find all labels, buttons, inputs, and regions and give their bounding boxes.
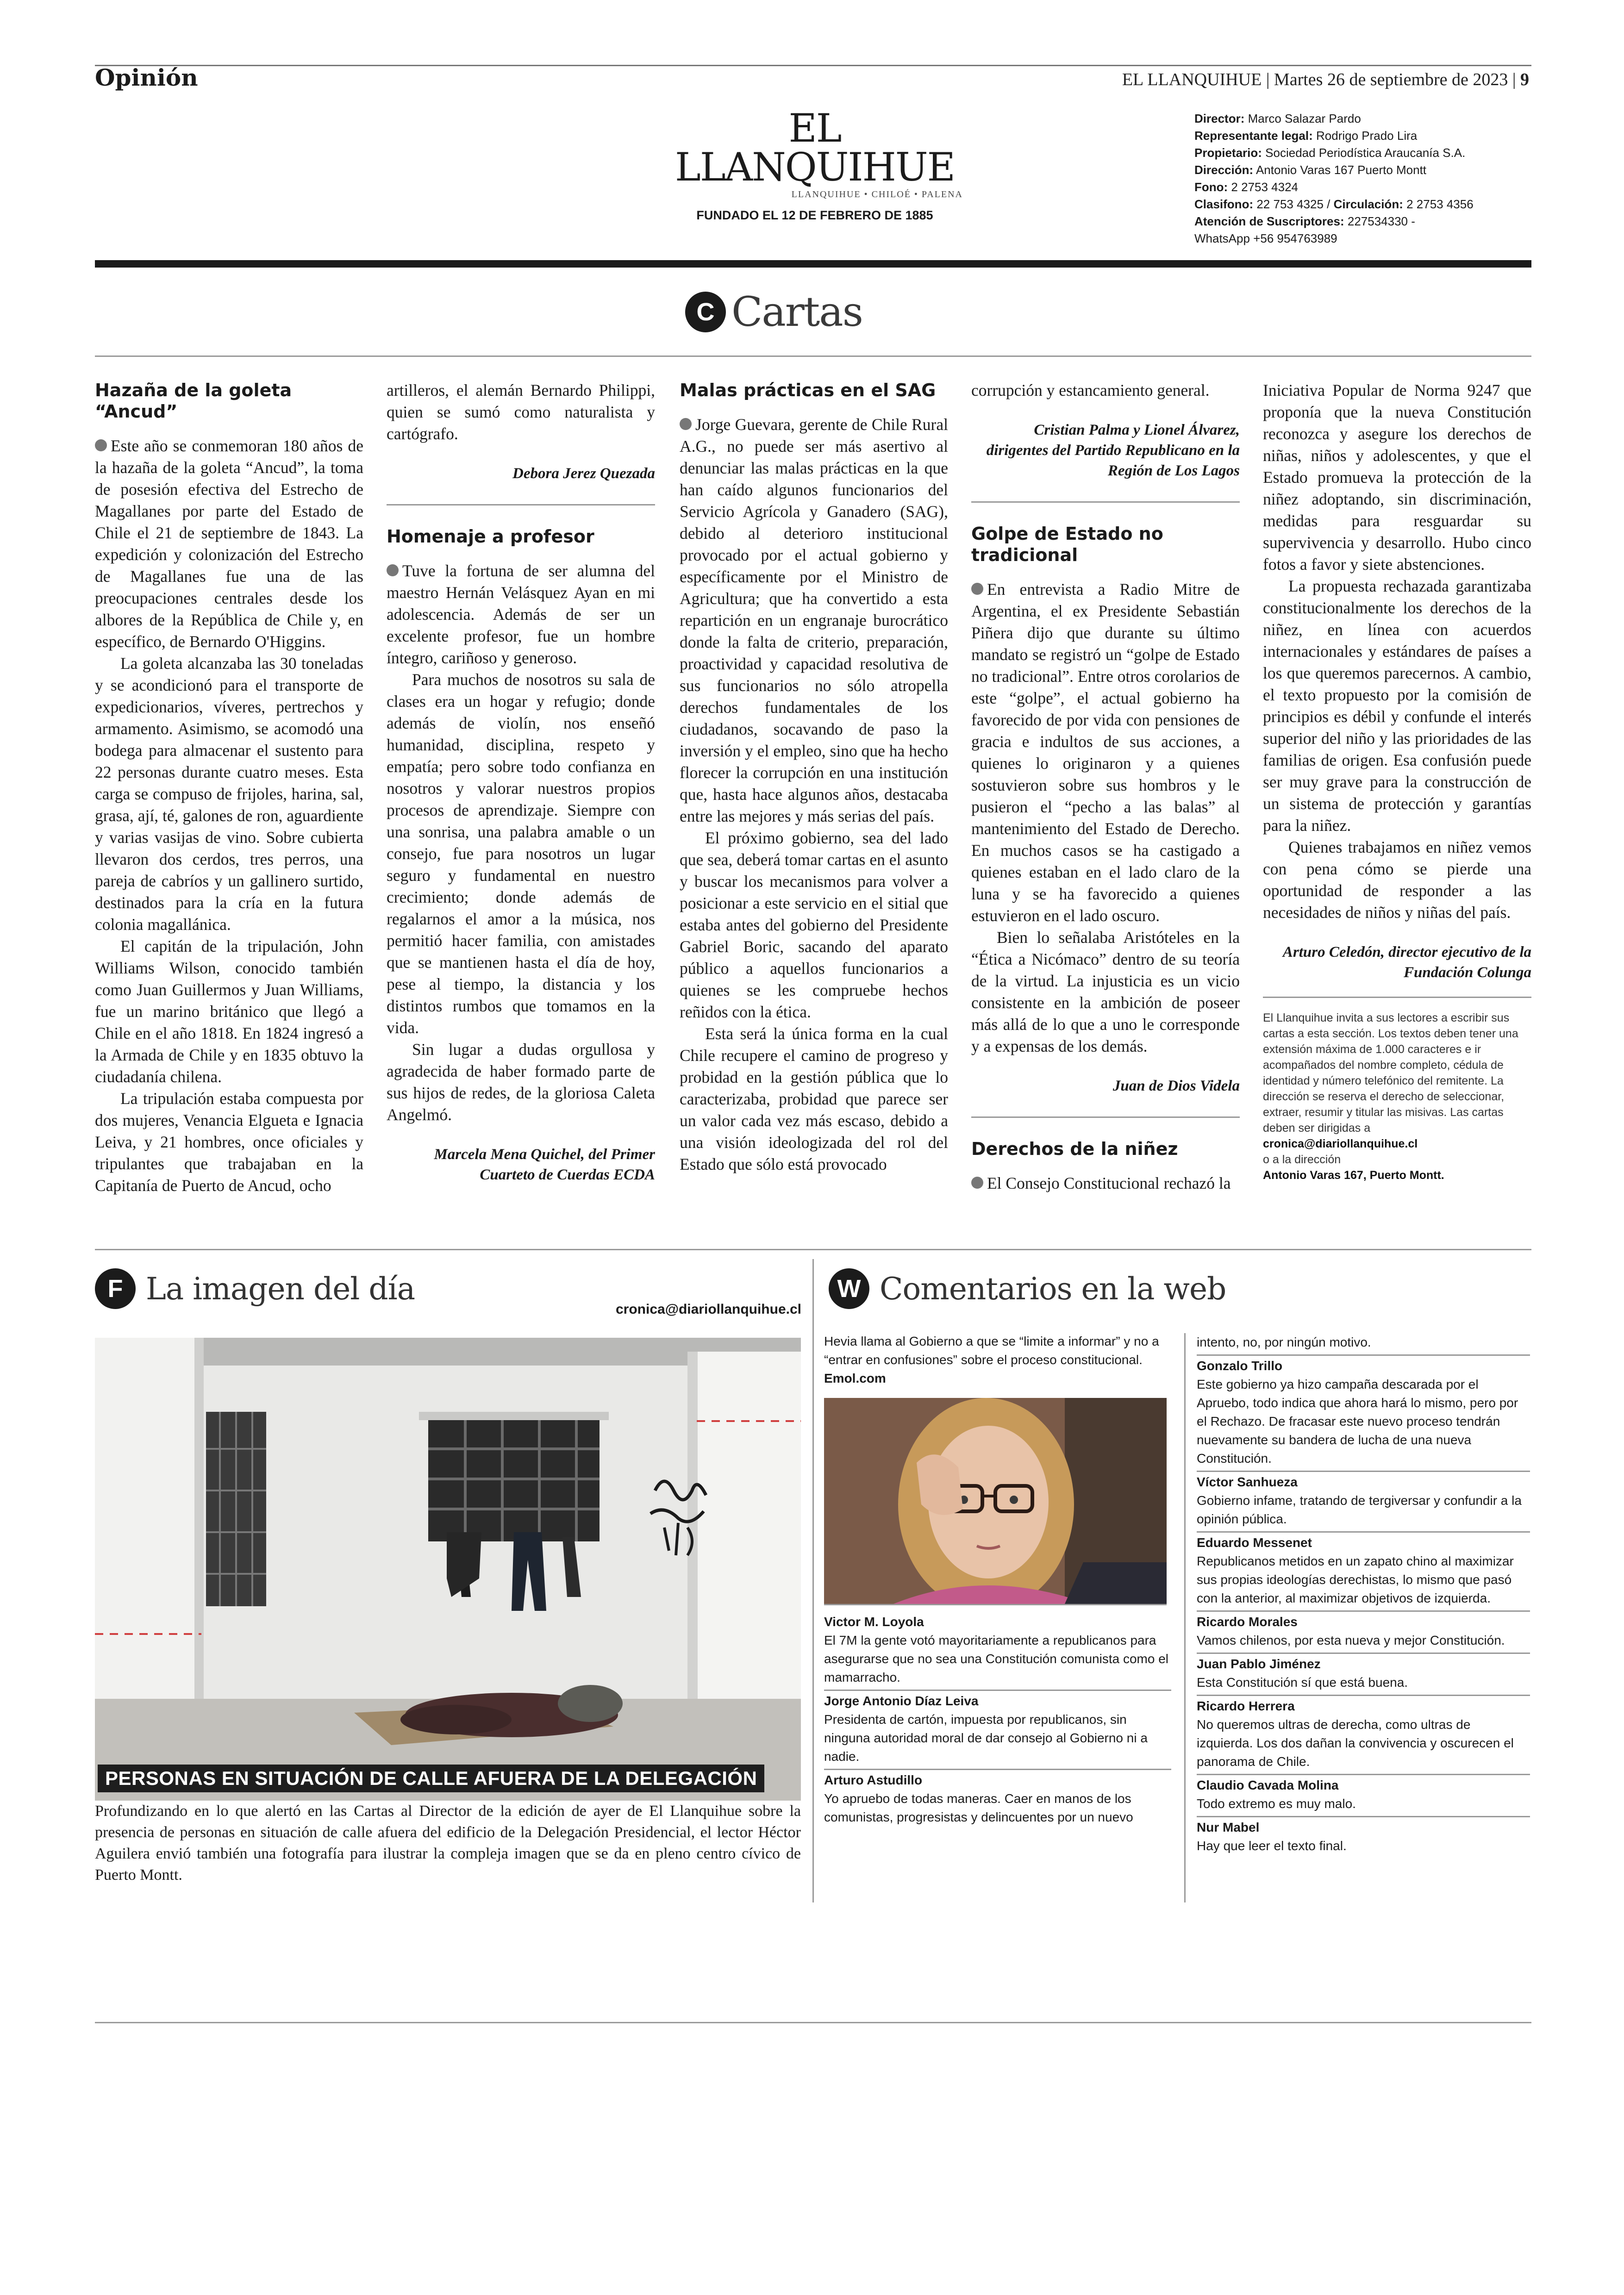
section-letter-badge: W: [829, 1268, 869, 1309]
commenter-name: Nur Mabel: [1197, 1820, 1260, 1834]
letter-signature: Arturo Celedón, director ejecutivo de la Fundación Colunga: [1282, 944, 1531, 981]
letter-separator: [1263, 997, 1531, 998]
letter-signature: Juan de Dios Videla: [1112, 1078, 1240, 1094]
logo-name: EL LLANQUIHUE: [675, 106, 955, 190]
letter-title: Homenaje a profesor: [387, 526, 594, 547]
comment-text: Hay que leer el texto final.: [1197, 1839, 1347, 1853]
letter-paragraph: La tripulación estaba compuesta por dos mujeres, Venancia Elgueta e Ignacia Leiva, y 21 hombres, once oficiales y tripulantes que trabajaban en la Capitanía de Puerto de Ancud, ocho: [95, 1089, 363, 1195]
web-comment: [1197, 1817, 1530, 1858]
letter-column-3: [680, 380, 948, 1231]
section-title: Opinión: [95, 64, 198, 91]
letter-paragraph: El próximo gobierno, sea del lado que sea, deberá tomar cartas en el asunto y buscar los mecanismos para volver a posicionar a este servicio en el sitial que estaba antes del gobierno del Presidente Gabriel Boric, sacando del aparato público a aquellos funcionarios a quienes se les compruebe hechos reñidos con la ética.: [680, 829, 948, 1021]
letter-paragraph: corrupción y estancamiento general.: [971, 381, 1210, 399]
comment-text: Presidenta de cartón, impuesta por republicanos, sin ninguna autoridad moral de dar consejo al Gobierno ni a nadie.: [824, 1712, 1148, 1764]
letter-paragraph: La goleta alcanzaba las 30 toneladas y se acondicionó para el transporte de expedicionarios, víveres, pertrechos y armamento. Asimismo, se acomodó una bodega para almacenar el sustento para 22 personas durante cuatro meses. Esta carga se compuso de frijoles, harina, sal, grasa, ají, té, galones de ron, aguardiente y varias vasijas de vino. Sobre cubierta llevaron dos cerdos, tres perros, una pareja de cabríos y un gallinero surtido, destinados para la cría en la futura colonia magallánica.: [95, 654, 363, 934]
letter-paragraph: Quienes trabajamos en niñez vemos con pena cómo se pierde una oportunidad de responder a las necesidades de niños y niñas del país.: [1263, 838, 1531, 922]
page-number: 9: [1520, 70, 1529, 89]
comment-text: Yo apruebo de todas maneras. Caer en manos de los comunistas, progresistas y delincuentes por un nuevo: [824, 1791, 1133, 1824]
letter-column-2: [387, 380, 655, 1231]
comment-text: El 7M la gente votó mayoritariamente a republicanos para asegurarse que no sea una Constitución comunista como el mamarracho.: [824, 1633, 1168, 1684]
web-comments-right: [1197, 1332, 1530, 1858]
bottom-section-divider: [95, 1249, 1531, 1250]
newspaper-logo: [667, 106, 963, 223]
cartas-divider: [95, 355, 1531, 357]
commenter-name: Juan Pablo Jiménez: [1197, 1657, 1321, 1671]
day-photo: [95, 1338, 801, 1801]
letter-paragraph: Este año se conmemoran 180 años de la hazaña de la goleta “Ancud”, la toma de posesión efectiva del Estrecho de Magallanes por parte del Estado de Chile el 21 de septiembre de 1843. La expedición y colonización del Estrecho de Magallanes fue una de las preocupaciones centrales desde los albores de la República de Chile y, en específico, de Bernardo O'Higgins.: [95, 437, 363, 651]
letter-title: Golpe de Estado no tradicional: [971, 524, 1163, 565]
portrait-photo: [824, 1398, 1167, 1604]
staff-line: Representante legal: Rodrigo Prado Lira: [1194, 129, 1418, 143]
comment-text: intento, no, por ningún motivo.: [1197, 1335, 1371, 1349]
commenter-name: Arturo Astudillo: [824, 1773, 923, 1787]
web-title: Comentarios en la web: [880, 1271, 1226, 1307]
submission-address: Antonio Varas 167, Puerto Montt.: [1263, 1169, 1444, 1182]
letter-paragraph: La propuesta rechazada garantizaba constitucionalmente los derechos de la niñez, en línea con acuerdos internacionales y estándares de países a los que queremos parecernos. A cambio, el texto propuesto por la comisión de principios es débil y confunde el interés superior del niño y las prioridades de las familias de origen. Esa confusión puede ser muy grave para la construcción de un sistema de protección y garantías para la niñez.: [1263, 577, 1531, 835]
web-comment: [1197, 1332, 1530, 1356]
letter-title: Malas prácticas en el SAG: [680, 380, 936, 400]
letter-paragraph: Tuve la fortuna de ser alumna del maestro Hernán Velásquez Ayan en mi adolescencia. Además de ser un excelente profesor, fue un hombre íntegro, cariñoso y generoso.: [387, 561, 655, 667]
web-comment: [1197, 1612, 1530, 1654]
column-divider: [1184, 1333, 1186, 1902]
staff-line: Atención de Suscriptores: 227534330 -: [1194, 214, 1415, 228]
letter-paragraph: Sin lugar a dudas orgullosa y agradecida de haber formado parte de sus hijos de redes, de la gloriosa Caleta Angelmó.: [387, 1040, 655, 1124]
web-comments-left: [824, 1332, 1171, 1829]
staff-line: Clasifono: 22 753 4325 / Circulación: 2 2753 4356: [1194, 197, 1474, 211]
imagen-heading: [95, 1268, 415, 1309]
letter-paragraph: En entrevista a Radio Mitre de Argentina, el ex Presidente Sebastián Piñera dijo que durante su último mandato se registró un “golpe de Estado no tradicional”. Entre otros corolarios de este “golpe”, el actual gobierno ha favorecido de por vida con pensiones de gracia e indultos de sus acciones, a quienes lo originaron y a quienes sostuvieron sobre sus hombros y le pusieron el “pecho a las balas” al mantenimiento del Estado de Derecho. En muchos casos se ha castigado a quienes estaban en el lado claro de la luna y se ha favorecido a quienes estuvieron en el lado oscuro.: [971, 580, 1240, 925]
column-divider: [812, 1259, 814, 1902]
letter-column-5: [1263, 380, 1531, 1231]
commenter-name: Eduardo Messenet: [1197, 1535, 1312, 1550]
imagen-email[interactable]: cronica@diariollanquihue.cl: [616, 1302, 802, 1317]
photo-headline: PERSONAS EN SITUACIÓN DE CALLE AFUERA DE LA DELEGACIÓN: [98, 1765, 764, 1792]
letter-paragraph: Jorge Guevara, gerente de Chile Rural A.G., no puede ser más asertivo al denunciar las malas prácticas en la que han caído algunos funcionarios del Servicio Agrícola y Ganadero (SAG), debido al deterioro institucional provocado por el actual gobierno y específicamente por el Ministro de Agricultura; que ha convertido a esta repartición en un engranaje burocrático donde la falta de criterio, preparación, proactividad y capacidad resolutiva de sus funcionarios no sólo atropella derechos fundamentales de los ciudadanos, socavando de paso la inversión y el empleo, sino que ha hecho florecer la corrupción en una institución que, hasta hace algunos años, destacaba entre las mejores y más serias del país.: [680, 415, 948, 825]
letter-signature: Marcela Mena Quichel, del Primer Cuarteto de Cuerdas ECDA: [434, 1146, 655, 1183]
staff-line: Dirección: Antonio Varas 167 Puerto Montt: [1194, 163, 1427, 177]
photo-caption: Profundizando en lo que alertó en las Cartas al Director de la edición de ayer de El Llanquihue sobre la presencia de personas en situación de calle afuera del edificio de la Delegación Presidencial, el lector Héctor Aguilera envió también una fotografía para ilustrar la compleja imagen que se da en pleno centro cívico de Puerto Montt.: [95, 1802, 801, 1883]
letter-title: Hazaña de la goleta “Ancud”: [95, 380, 292, 422]
web-comment: [824, 1612, 1171, 1691]
comment-text: Gobierno infame, tratando de tergiversar y confundir a la opinión pública.: [1197, 1493, 1522, 1526]
founded-line: FUNDADO EL 12 DE FEBRERO DE 1885: [696, 208, 933, 222]
issue-date: Martes 26 de septiembre de 2023: [1274, 70, 1508, 89]
commenter-name: Víctor Sanhueza: [1197, 1475, 1298, 1489]
commenter-name: Victor M. Loyola: [824, 1615, 924, 1629]
letter-paragraph: Iniciativa Popular de Norma 9247 que proponía que la nueva Constitución reconozca y asegure los derechos de niñas, niños y adolescentes, y que el Estado promueva la protección de la niñez adoptando, sin discriminación, medidas para resguardar su supervivencia y desarrollo. Hubo cinco fotos a favor y siete abstenciones.: [1263, 381, 1531, 574]
letter-separator: [971, 501, 1240, 503]
comment-text: Vamos chilenos, por esta nueva y mejor Constitución.: [1197, 1633, 1505, 1647]
staff-line: Fono: 2 2753 4324: [1194, 180, 1299, 194]
news-source[interactable]: Emol.com: [824, 1371, 886, 1385]
street-scene-photo: [95, 1338, 801, 1801]
letter-paragraph: Para muchos de nosotros su sala de clases era un hogar y refugio; donde además de violín, nos enseñó humanidad, disciplina, respeto y empatía; pero sobre todo confianza en nosotros y valorar nuestros propios procesos de aprendizaje. Siempre con una sonrisa, una palabra amable o un consejo, fue para nosotros un lugar seguro y fundamental en nuestro crecimiento; donde además de regalarnos el amor a la música, nos permitió hacer familia, con amistades que se mantienen hasta el día de hoy, pese al tiempo, la distancia y los distintos rumbos que tomamos en la vida.: [387, 670, 655, 1037]
web-comment: [1197, 1356, 1530, 1472]
bullet-icon: [95, 439, 107, 451]
paper-name: EL LLANQUIHUE: [1122, 70, 1262, 89]
news-photo: [824, 1398, 1167, 1605]
letter-paragraph: El Consejo Constitucional rechazó la: [971, 1172, 1240, 1194]
web-comment: [1197, 1775, 1530, 1817]
cartas-title: Cartas: [731, 288, 862, 336]
letter-paragraph: artilleros, el alemán Bernardo Philippi, quien se sumó como naturalista y cartógrafo.: [387, 381, 655, 443]
letter-column-1: [95, 380, 363, 1231]
masthead-bar: [95, 260, 1531, 268]
page-bottom-rule: [95, 2022, 1531, 2023]
letter-separator: [387, 504, 655, 505]
section-letter-badge: C: [685, 292, 726, 332]
letter-separator: [971, 1116, 1240, 1118]
letter-column-4: [971, 380, 1240, 1231]
comment-text: Republicanos metidos en un zapato chino al maximizar sus propias ideologías derechistas, lo mismo que pasó con la anterior, al maximizar objetivos de izquierda.: [1197, 1554, 1514, 1605]
submission-email[interactable]: cronica@diariollanquihue.cl: [1263, 1137, 1418, 1150]
web-comment: [1197, 1654, 1530, 1696]
staff-line: Propietario: Sociedad Periodística Araucanía S.A.: [1194, 146, 1466, 160]
top-rule: [95, 65, 1531, 66]
bullet-icon: [387, 564, 399, 576]
commenter-name: Ricardo Morales: [1197, 1615, 1298, 1629]
news-intro: Hevia llama al Gobierno a que se “limite a informar” y no a “entrar en confusiones” sobre el proceso constitucional. Emol.com: [824, 1334, 1159, 1385]
letter-signature: Cristian Palma y Lionel Álvarez, dirigentes del Partido Republicano en la Región de Los Lagos: [986, 422, 1240, 479]
letter-paragraph: El capitán de la tripulación, John Williams Wilson, conocido también como Juan Guillermos y Juan Williams, fue un marino británico que llegó a Chile en el año 1818. En 1824 ingresó a la Armada de Chile y en 1835 obtuvo la ciudadanía chilena.: [95, 937, 363, 1086]
web-comment: [1197, 1472, 1530, 1533]
web-comment: [824, 1691, 1171, 1770]
cartas-heading: [685, 288, 862, 336]
web-heading: [829, 1268, 1226, 1309]
imagen-title: La imagen del día: [146, 1271, 415, 1307]
web-comment: [1197, 1696, 1530, 1775]
bullet-icon: [971, 1177, 983, 1189]
commenter-name: Claudio Cavada Molina: [1197, 1778, 1339, 1792]
bullet-icon: [680, 418, 692, 430]
letter-paragraph: Esta será la única forma en la cual Chile recupere el camino de progreso y probidad en la gestión pública que lo caracterizaba, probidad que parece ser un valor cada vez más escaso, debido a una visión ideologizada del rol del Estado que sólo está provocado: [680, 1024, 948, 1173]
comment-text: Esta Constitución sí que está buena.: [1197, 1675, 1408, 1690]
staff-box: [1194, 110, 1537, 247]
logo-subtitle: LLANQUIHUE • CHILOÉ • PALENA: [791, 189, 963, 200]
staff-line: WhatsApp +56 954763989: [1194, 231, 1337, 245]
letter-paragraph: Bien lo señalaba Aristóteles en la “Ética a Nicómaco” dentro de su teoría de la virtud. La injusticia es un vicio consistente en la ambición de poseer más allá de lo que a uno le corresponde y a expensas de los demás.: [971, 928, 1240, 1055]
comment-text: Este gobierno ya hizo campaña descarada por el Apruebo, todo indica que ahora hará lo mismo, pero por el Rechazo. De fracasar este nuevo proceso tendrán nuevamente su bandera de lucha de una nueva Constitución.: [1197, 1377, 1518, 1466]
comment-text: Todo extremo es muy malo.: [1197, 1796, 1356, 1811]
comment-text: No queremos ultras de derecha, como ultras de izquierda. Los dos dañan la convivencia y oscurecen el panorama de Chile.: [1197, 1717, 1514, 1769]
web-comment: [1197, 1533, 1530, 1612]
commenter-name: Gonzalo Trillo: [1197, 1359, 1283, 1373]
submission-note: El Llanquihue invita a sus lectores a escribir sus cartas a esta sección. Los textos deben tener una extensión máxima de 1.000 caracteres e ir acompañados del nombre completo, cédula de identidad y número telefónico del remitente. La dirección se reserva el derecho de seleccionar, extraer, resumir y titular las misivas. Las cartas deben ser dirigidas a cronica@diariollanquihue.cl o a la dirección Antonio Varas 167, Puerto Montt.: [1263, 1011, 1518, 1182]
staff-line: Director: Marco Salazar Pardo: [1194, 112, 1361, 125]
date-line: EL LLANQUIHUE | Martes 26 de septiembre de 2023 | 9: [1122, 70, 1529, 89]
web-comment: [824, 1770, 1171, 1829]
commenter-name: Ricardo Herrera: [1197, 1699, 1295, 1713]
section-letter-badge: F: [95, 1268, 136, 1309]
letter-signature: Debora Jerez Quezada: [512, 465, 655, 482]
letter-title: Derechos de la niñez: [971, 1139, 1178, 1159]
bullet-icon: [971, 583, 983, 595]
commenter-name: Jorge Antonio Díaz Leiva: [824, 1694, 979, 1708]
